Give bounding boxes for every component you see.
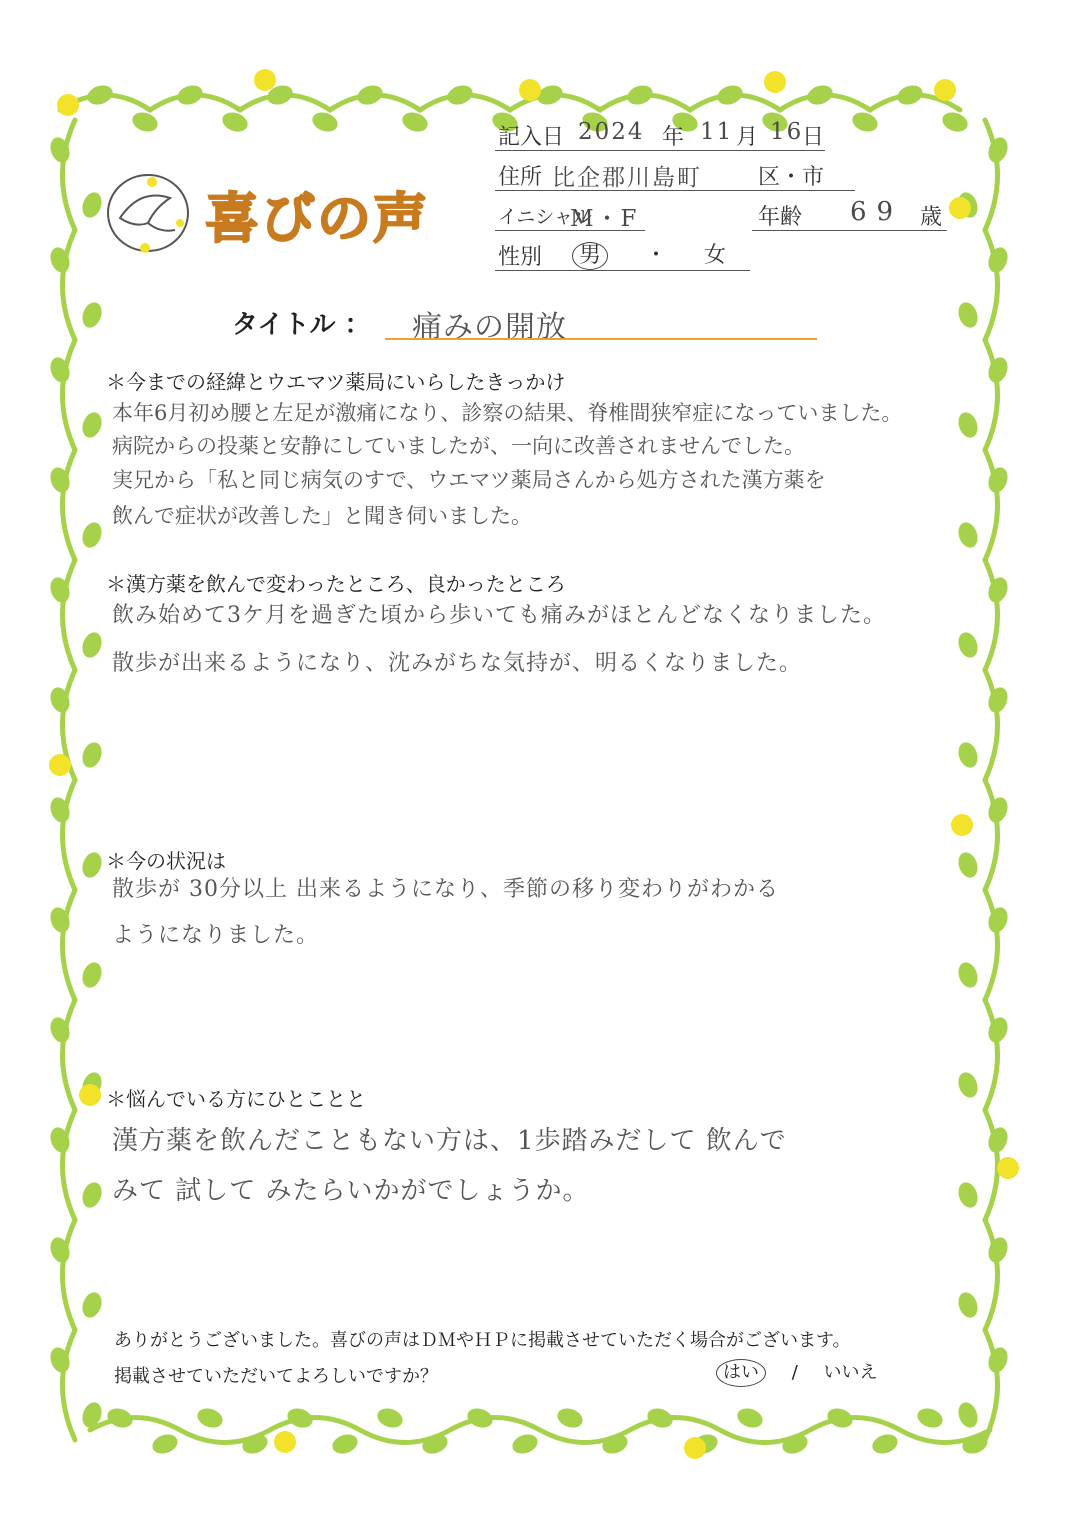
leaf-shape — [79, 1290, 105, 1321]
leaf-shape — [310, 109, 341, 135]
leaf-shape — [985, 575, 1011, 606]
gender-label: 性別 — [498, 245, 543, 270]
yellow-dot — [684, 1437, 706, 1459]
consent-yes-selected: はい — [716, 1359, 766, 1387]
title-value: 痛みの開放 — [412, 310, 567, 345]
leaf-shape — [985, 355, 1011, 386]
date-day: 16 — [770, 119, 804, 145]
month-unit: 月 — [736, 125, 759, 150]
answer-line: ようになりました。 — [112, 923, 320, 948]
leaf-shape — [130, 109, 161, 135]
gender-underline — [495, 270, 750, 271]
leaf-shape — [940, 109, 971, 135]
leaf-shape — [220, 109, 251, 135]
section-heading-current: ＊今の状況は — [106, 849, 226, 873]
yellow-dot — [951, 814, 973, 836]
leaf-shape — [955, 520, 981, 551]
leaf-shape — [915, 1405, 946, 1431]
answer-line: 散歩が 30分以上 出来るようになり、季節の移り変わりがわかる — [112, 877, 779, 902]
vine-stroke — [90, 1418, 990, 1443]
leaf-shape — [955, 960, 981, 991]
title-underline — [385, 338, 817, 340]
answer-line: 飲んで症状が改善した」と聞き伺いました。 — [112, 504, 532, 528]
leaf-shape — [79, 740, 105, 771]
leaf-shape — [985, 1345, 1011, 1376]
leaf-shape — [645, 1405, 676, 1431]
leaf-shape — [79, 850, 105, 881]
leaf-shape — [79, 410, 105, 441]
section-heading-changes: ＊漢方薬を飲んで変わったところ、良かったところ — [106, 572, 566, 596]
leaf-shape — [445, 82, 476, 108]
section-heading-history: ＊今までの経緯とウエマツ薬局にいらしたきっかけ — [106, 370, 566, 394]
leaf-shape — [985, 1235, 1011, 1266]
year-unit: 年 — [662, 125, 685, 150]
consent-options — [716, 1358, 878, 1387]
yellow-dot — [274, 1431, 296, 1453]
answer-line: 飲み始めて3ケ月を過ぎた頃から歩いても痛みがほとんどなくなりました。 — [112, 603, 886, 628]
leaf-shape — [510, 1431, 541, 1457]
leaf-shape — [465, 1405, 496, 1431]
yellow-dot — [49, 754, 71, 776]
leaf-shape — [985, 465, 1011, 496]
title-label: タイトル ： — [232, 310, 371, 340]
gender-male-selected: 男 — [572, 242, 608, 270]
leaf-shape — [955, 1180, 981, 1211]
footer-question: 掲載させていただいてよろしいですか？ — [114, 1366, 438, 1387]
leaf-shape — [955, 1070, 981, 1101]
leaf-shape — [895, 82, 926, 108]
leaf-shape — [195, 1405, 226, 1431]
leaf-shape — [985, 1015, 1011, 1046]
leaf-shape — [955, 1400, 981, 1431]
leaf-shape — [79, 630, 105, 661]
brand-title: 喜びの声 — [205, 187, 429, 250]
leaf-shape — [955, 850, 981, 881]
age-underline — [752, 230, 947, 231]
crane-logo-icon — [100, 168, 200, 258]
leaf-shape — [985, 795, 1011, 826]
leaf-shape — [870, 1431, 901, 1457]
age-value: 69 — [850, 197, 904, 227]
yellow-dot — [949, 197, 971, 219]
leaf-shape — [175, 82, 206, 108]
answer-line: 病院からの投薬と安静にしていましたが、一向に改善されませんでした。 — [112, 434, 805, 458]
leaf-shape — [955, 630, 981, 661]
leaf-shape — [955, 300, 981, 331]
leaf-shape — [330, 1431, 361, 1457]
leaf-shape — [79, 1180, 105, 1211]
date-month: 11 — [700, 119, 734, 145]
initial-label: イニシャル — [498, 206, 592, 228]
yellow-dot — [519, 79, 541, 101]
yellow-dot — [764, 71, 786, 93]
age-unit: 歳 — [920, 205, 943, 230]
answer-line: 散歩が出来るようになり、沈みがちな気持が、明るくなりました。 — [112, 651, 803, 676]
initial-value: M・F — [570, 206, 639, 232]
leaf-shape — [985, 1125, 1011, 1156]
footer-thanks: ありがとうございました。喜びの声はＤＭやＨＰに掲載させていただく場合がございます。 — [114, 1330, 851, 1351]
leaf-shape — [285, 1405, 316, 1431]
leaf-shape — [735, 1405, 766, 1431]
leaf-shape — [985, 245, 1011, 276]
leaf-shape — [985, 135, 1011, 166]
yellow-dot — [57, 94, 79, 116]
answer-line: 本年6月初め腰と左足が激痛になり、診察の結果、脊椎間狭窄症になっていました。 — [112, 401, 903, 425]
leaf-shape — [805, 82, 836, 108]
yellow-dot — [79, 1084, 101, 1106]
address-label: 住所 — [498, 165, 543, 190]
address-value: 比企郡川島町 — [552, 165, 702, 191]
date-underline — [495, 150, 825, 151]
leaf-shape — [985, 905, 1011, 936]
leaf-shape — [825, 1405, 856, 1431]
leaf-shape — [85, 82, 116, 108]
answer-line: みて 試して みたらいかがでしょうか。 — [112, 1176, 590, 1206]
leaf-shape — [555, 1405, 586, 1431]
leaf-shape — [400, 109, 431, 135]
leaf-shape — [79, 300, 105, 331]
leaf-shape — [850, 109, 881, 135]
leaf-shape — [955, 410, 981, 441]
gender-options — [572, 238, 726, 270]
date-label: 記入日 — [498, 125, 565, 150]
consent-no: いいえ — [823, 1362, 878, 1383]
ward-city: 区・市 — [758, 165, 825, 190]
leaf-shape — [79, 520, 105, 551]
leaf-shape — [985, 685, 1011, 716]
answer-line: 実兄から「私と同じ病気のすで、ウエマツ薬局さんから処方された漢方薬を — [112, 468, 826, 492]
leaf-shape — [715, 82, 746, 108]
leaf-shape — [625, 82, 656, 108]
gender-separator: ・ — [645, 243, 668, 268]
leaf-shape — [79, 960, 105, 991]
section-heading-message: ＊悩んでいる方にひとことと — [106, 1087, 366, 1111]
address-underline — [495, 190, 855, 191]
date-year: 2024 — [578, 119, 645, 145]
leaf-shape — [105, 1405, 136, 1431]
leaf-shape — [355, 82, 386, 108]
consent-slash: / — [791, 1362, 798, 1383]
yellow-dot — [254, 69, 276, 91]
yellow-dot — [934, 79, 956, 101]
answer-line: 漢方薬を飲んだこともない方は、1歩踏みだして 飲んで — [112, 1126, 787, 1156]
initial-underline — [495, 230, 645, 231]
yellow-dot — [997, 1157, 1019, 1179]
age-label: 年齢 — [758, 205, 803, 230]
leaf-shape — [150, 1431, 181, 1457]
leaf-shape — [955, 740, 981, 771]
leaf-shape — [375, 1405, 406, 1431]
day-unit: 日 — [802, 125, 825, 150]
leaf-shape — [955, 1290, 981, 1321]
gender-female: 女 — [704, 243, 727, 268]
